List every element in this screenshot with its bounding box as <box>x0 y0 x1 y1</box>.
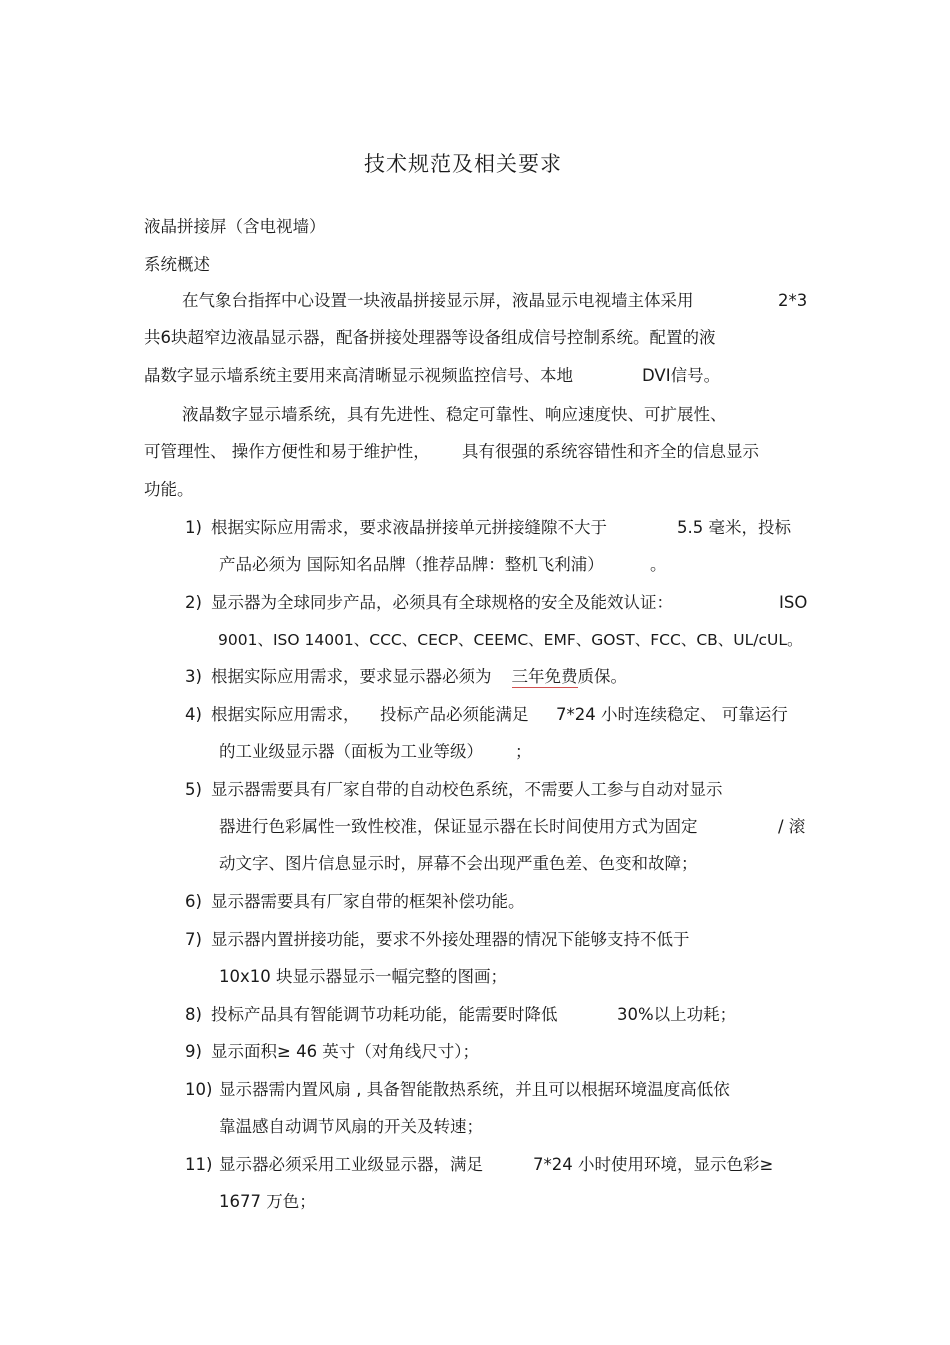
item-5-line1: 显示器需要具有厂家自带的自动校色系统，不需要人工参与自动对显示 <box>211 780 723 799</box>
subheading: 系统概述 <box>144 255 210 274</box>
item-3-line1 <box>211 666 627 688</box>
item-2-line1-tail: ISO <box>779 593 808 612</box>
item-10-line1: 显示器需内置风扇 , 具备智能散热系统，并且可以根据环境温度高低依 <box>219 1080 730 1099</box>
item-2-line1: 显示器为全球同步产品，必须具有全球规格的安全及能效认证： <box>211 593 673 612</box>
intro-p1-line2: 共6块超窄边液晶显示器，配备拼接处理器等设备组成信号控制系统。配置的液 <box>144 328 716 347</box>
item-1-line2-tail: 。 <box>650 555 667 574</box>
intro-p1-line3: 晶数字显示墙系统主要用来高清晰显示视频监控信号、本地 <box>144 366 573 385</box>
item-5-line3: 动文字、图片信息显示时，屏幕不会出现严重色差、色变和故障； <box>219 854 698 873</box>
intro-p2-line3: 功能。 <box>144 480 194 499</box>
item-11-line2: 1677 万色； <box>219 1192 316 1211</box>
item-4-line1-mid: 投标产品必须能满足 <box>380 705 529 724</box>
item-4-number: 4) <box>185 705 202 724</box>
item-11-number: 11) <box>185 1155 213 1174</box>
item-11-line1: 显示器必须采用工业级显示器，满足 <box>219 1155 483 1174</box>
item-1-line1-tail: 5.5 毫米，投标 <box>677 518 791 537</box>
item-8-line1: 投标产品具有智能调节功耗功能，能需要时降低 <box>211 1005 558 1024</box>
item-3-text-post: 质保。 <box>577 667 627 686</box>
item-4-line1-tail: 7*24 小时连续稳定、 可靠运行 <box>556 705 788 724</box>
item-7-number: 7) <box>185 930 202 949</box>
item-1-line2: 产品必须为 国际知名品牌（推荐品牌：整机飞利浦） <box>219 555 604 574</box>
intro-p2-line2-tail: 具有很强的系统容错性和齐全的信息显示 <box>462 442 759 461</box>
intro-p1-line1: 在气象台指挥中心设置一块液晶拼接显示屏，液晶显示电视墙主体采用 <box>182 291 694 310</box>
item-10-line2: 靠温感自动调节风扇的开关及转速； <box>219 1117 483 1136</box>
item-2-line2: 9001、ISO 14001、CCC、CECP、CEEMC、EMF、GOST、FCC、CB、UL/cUL。 <box>218 631 803 649</box>
item-4-line1: 根据实际应用需求， <box>211 705 360 724</box>
item-10-number: 10) <box>185 1080 213 1099</box>
page-title: 技术规范及相关要求 <box>364 152 562 176</box>
intro-p2-line1: 液晶数字显示墙系统，具有先进性、稳定可靠性、响应速度快、可扩展性、 <box>182 405 727 424</box>
item-4-line2-tail: ； <box>515 742 532 761</box>
intro-p2-line2: 可管理性、 操作方便性和易于维护性， <box>144 442 430 461</box>
item-4-line2: 的工业级显示器（面板为工业等级） <box>219 742 483 761</box>
item-5-number: 5) <box>185 780 202 799</box>
item-6-line1: 显示器需要具有厂家自带的框架补偿功能。 <box>211 892 525 911</box>
item-5-line2: 器进行色彩属性一致性校准，保证显示器在长时间使用方式为固定 <box>219 817 698 836</box>
item-8-line1-tail: 30%以上功耗； <box>617 1005 737 1024</box>
item-9-line1: 显示面积≥ 46 英寸（对角线尺寸）； <box>211 1042 480 1061</box>
item-1-number: 1) <box>185 518 202 537</box>
intro-p1-line3-tail: DVI信号。 <box>642 366 721 385</box>
item-9-number: 9) <box>185 1042 202 1061</box>
intro-p1-line1-tail: 2*3 <box>778 291 808 310</box>
item-6-number: 6) <box>185 892 202 911</box>
section-heading: 液晶拼接屏（含电视墙） <box>144 217 326 236</box>
item-11-line1-tail: 7*24 小时使用环境，显示色彩≥ <box>533 1155 774 1174</box>
item-7-line1: 显示器内置拼接功能，要求不外接处理器的情况下能够支持不低于 <box>211 930 690 949</box>
item-8-number: 8) <box>185 1005 202 1024</box>
item-2-number: 2) <box>185 593 202 612</box>
item-7-line2: 10x10 块显示器显示一幅完整的图画； <box>219 967 508 986</box>
item-5-line2-tail: / 滚 <box>778 817 806 836</box>
item-3-underlined-text: 三年免费 <box>511 667 578 686</box>
item-3-number: 3) <box>185 667 202 686</box>
item-3-text-pre: 根据实际应用需求，要求显示器必须为 <box>211 667 492 686</box>
item-1-line1: 根据实际应用需求，要求液晶拼接单元拼接缝隙不大于 <box>211 518 607 537</box>
